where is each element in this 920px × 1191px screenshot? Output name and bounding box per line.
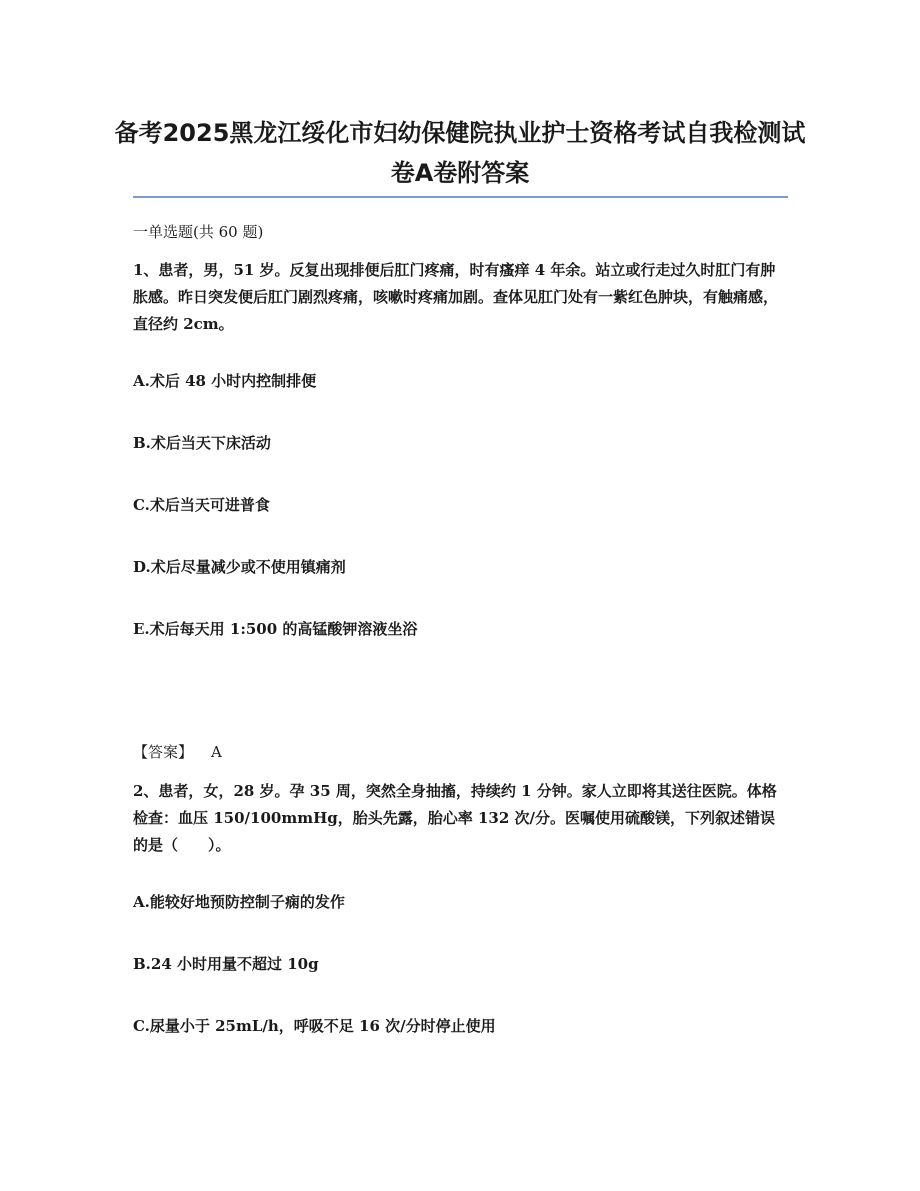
question-2-stem: 2、患者，女，28 岁。孕 35 周，突然全身抽搐，持续约 1 分钟。家人立即将其送往医院。体格检查：血压 150/100mmHg，胎头先露，胎心率 132 次/分。医嘱使用硫酸镁，下列叙述错误的是（ ）。 [133,782,777,854]
question-1-option-e: E.术后每天用 1:500 的高锰酸钾溶液坐浴 [133,620,418,638]
question-1-option-d: D.术后尽量减少或不使用镇痛剂 [133,558,346,576]
title-divider [133,196,788,198]
question-2-option-c: C.尿量小于 25mL/h，呼吸不足 16 次/分时停止使用 [133,1017,496,1035]
question-1-answer [133,739,788,766]
question-1-stem: 1、患者，男，51 岁。反复出现排便后肛门疼痛，时有瘙痒 4 年余。站立或行走过久时肛门有肿胀感。昨日突发便后肛门剧烈疼痛，咳嗽时疼痛加剧。查体见肛门处有一紫红色肿块，有触痛感，直径约 2cm。 [133,261,779,333]
answer-value: A [211,743,222,761]
question-1-option-b: B.术后当天下床活动 [133,434,271,452]
document-title: 备考2025黑龙江绥化市妇幼保健院执业护士资格考试自我检测试卷A卷附答案 [114,119,806,187]
question-2-option-a: A.能较好地预防控制子痫的发作 [133,893,345,911]
section-label: 一单选题(共 60 题) [133,223,264,241]
question-1-option-a: A.术后 48 小时内控制排便 [133,372,317,390]
question-1-option-c: C.术后当天可进普食 [133,496,270,514]
question-2-option-b: B.24 小时用量不超过 10g [133,955,319,973]
answer-label: 【答案】 [133,743,194,761]
